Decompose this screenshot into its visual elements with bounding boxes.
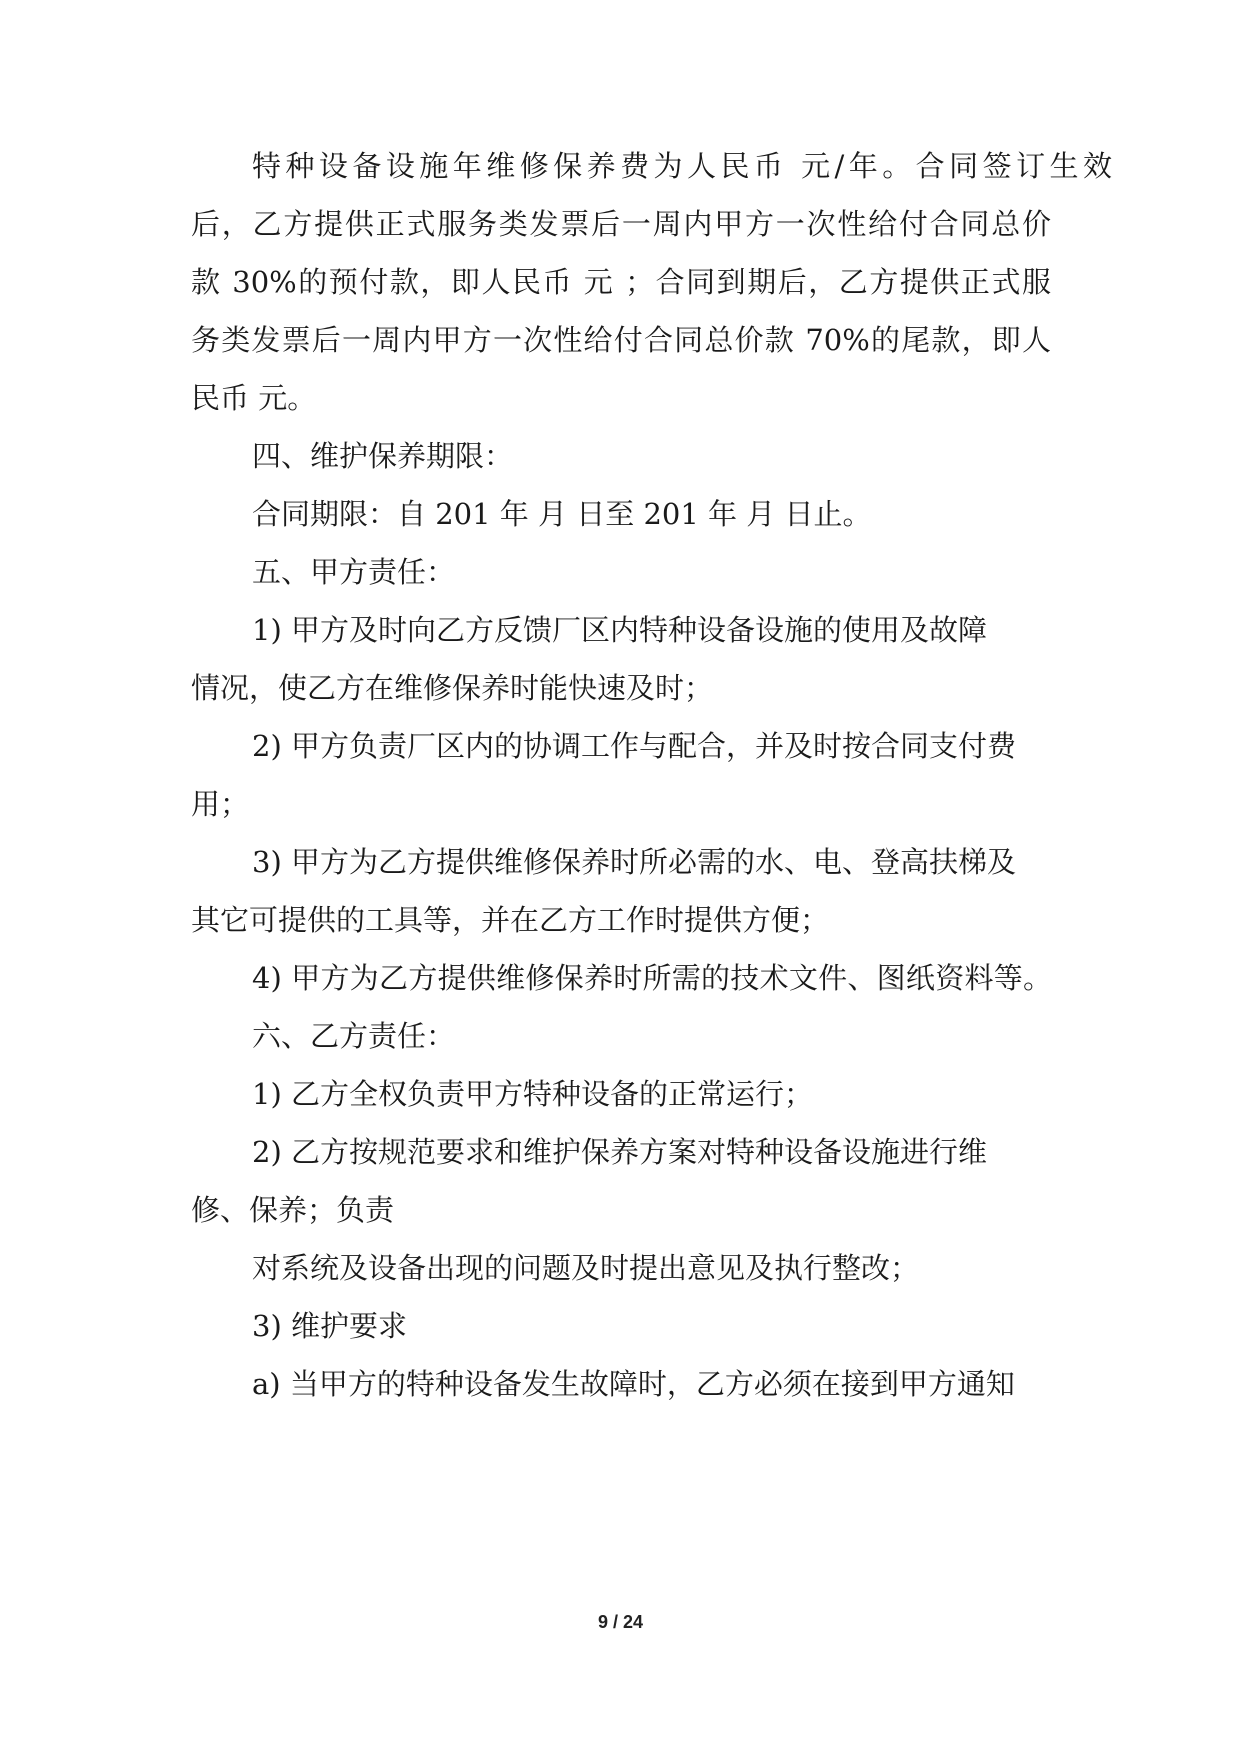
page-number: 9 / 24: [597, 1612, 644, 1632]
section-heading: 四、维护保养期限：: [252, 439, 514, 473]
list-item-line: 1) 乙方全权负责甲方特种设备的正常运行；: [252, 1077, 813, 1111]
list-item-line: a) 当甲方的特种设备发生故障时，乙方必须在接到甲方通知: [252, 1367, 1015, 1401]
list-item-line: 其它可提供的工具等，并在乙方工作时提供方便；: [191, 903, 830, 937]
list-item-line: 4) 甲方为乙方提供维修保养时所需的技术文件、图纸资料等。: [252, 961, 1052, 995]
list-item-line: 情况，使乙方在维修保养时能快速及时；: [191, 671, 714, 705]
section-heading: 六、乙方责任：: [252, 1019, 456, 1053]
list-item-line: 对系统及设备出现的问题及时提出意见及执行整改；: [252, 1251, 920, 1285]
paragraph-line: 务类发票后一周内甲方一次性给付合同总价款 70%的尾款，即人: [191, 323, 1051, 357]
list-item-line: 修、保养；负责: [191, 1193, 395, 1227]
paragraph-line: 款 30%的预付款，即人民币 元 ；合同到期后，乙方提供正式服: [191, 265, 1051, 299]
paragraph-line: 民币 元。: [191, 381, 317, 415]
paragraph-line: 合同期限：自 201 年 月 日至 201 年 月 日止。: [252, 497, 872, 531]
paragraph-line: 特种设备设施年维修保养费为人民币 元/年。合同签订生效: [252, 149, 1112, 183]
list-item-line: 2) 甲方负责厂区内的协调工作与配合，并及时按合同支付费: [252, 729, 1016, 763]
list-item-line: 3) 甲方为乙方提供维修保养时所必需的水、电、登高扶梯及: [252, 845, 1016, 879]
paragraph-line: 后，乙方提供正式服务类发票后一周内甲方一次性给付合同总价: [191, 207, 1051, 241]
section-heading: 五、甲方责任：: [252, 555, 456, 589]
list-item-line: 3) 维护要求: [252, 1309, 407, 1343]
list-item-line: 2) 乙方按规范要求和维护保养方案对特种设备设施进行维: [252, 1135, 987, 1169]
list-item-line: 用；: [191, 787, 250, 821]
list-item-line: 1) 甲方及时向乙方反馈厂区内特种设备设施的使用及故障: [252, 613, 987, 647]
